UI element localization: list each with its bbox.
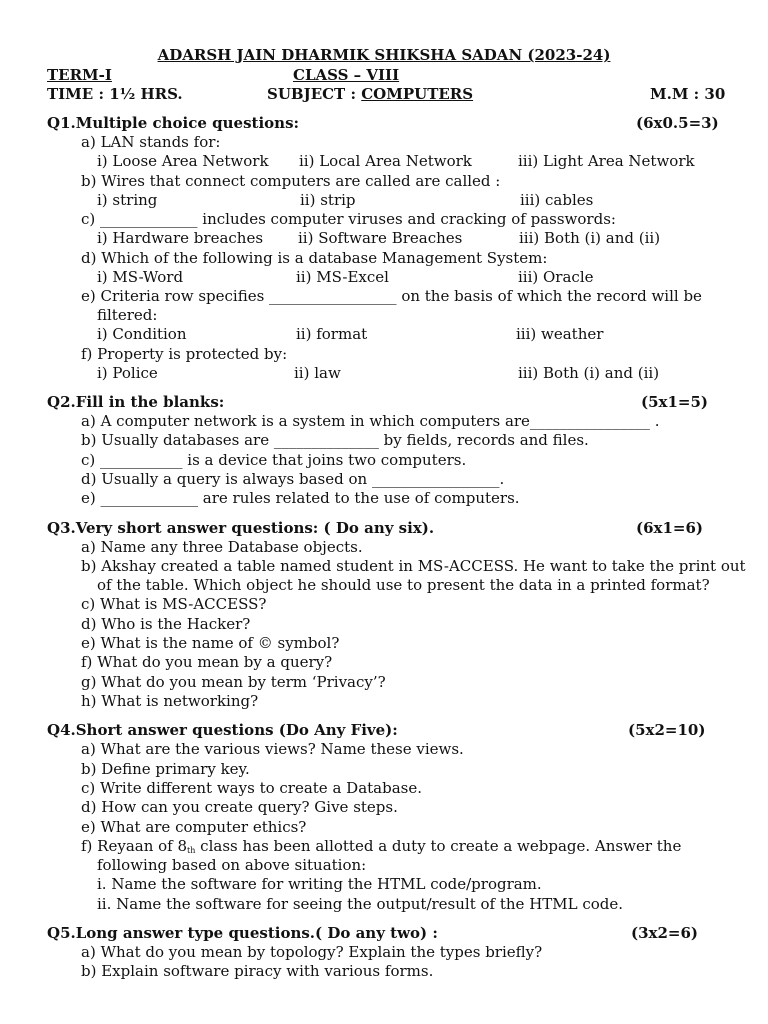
q3b: b) Akshay created a table named student in MS-ACCESS. He want to take the print out (81, 557, 746, 575)
q4f-i: i. Name the software for writing the HTML code/program. (97, 875, 542, 893)
q5-marks: (3x2=6) (631, 924, 699, 942)
q1a-option-3: iii) Light Area Network (518, 152, 695, 170)
q1f-option-1: i) Police (97, 364, 158, 382)
q5-heading: Q5.Long answer type questions.( Do any two) : (47, 924, 438, 942)
q3c: c) What is MS-ACCESS? (81, 595, 267, 613)
q4-heading: Q4.Short answer questions (Do Any Five): (47, 721, 398, 739)
q1c-option-3: iii) Both (i) and (ii) (519, 229, 661, 247)
q4b: b) Define primary key. (81, 760, 250, 778)
q1d-option-2: ii) MS-Excel (296, 268, 389, 286)
q3h: h) What is networking? (81, 692, 259, 710)
q2b: b) Usually databases are ______________ by fields, records and files. (81, 431, 589, 449)
q1d-option-1: i) MS-Word (97, 268, 184, 286)
q2-heading: Q2.Fill in the blanks: (47, 393, 225, 411)
q4f-cont: following based on above situation: (97, 856, 367, 874)
q4e: e) What are computer ethics? (81, 818, 307, 836)
q1a-question: a) LAN stands for: (81, 133, 221, 151)
q4f: f) Reyaan of 8th class has been allotted a duty to create a webpage. Answer the (81, 837, 682, 855)
q3-marks: (6x1=6) (636, 519, 704, 537)
q2a: a) A computer network is a system in which computers are________________ . (81, 412, 660, 430)
q3-heading: Q3.Very short answer questions: ( Do any six). (47, 519, 435, 537)
q2-marks: (5x1=5) (641, 393, 709, 411)
q1b-option-1: i) string (97, 191, 158, 209)
q1c-question: c) _____________ includes computer viruses and cracking of passwords: (81, 210, 616, 228)
q1e-option-1: i) Condition (97, 325, 187, 343)
q1-heading: Q1.Multiple choice questions: (47, 114, 300, 132)
subject-label: SUBJECT : COMPUTERS (267, 85, 474, 103)
q1f-option-2: ii) law (294, 364, 341, 382)
q4d: d) How can you create query? Give steps. (81, 798, 398, 816)
q1f-option-3: iii) Both (i) and (ii) (518, 364, 660, 382)
q3b-cont: of the table. Which object he should use to present the data in a printed format? (97, 576, 710, 594)
q1d-question: d) Which of the following is a database Management System: (81, 249, 548, 267)
q1c-option-1: i) Hardware breaches (97, 229, 264, 247)
q1a-option-2: ii) Local Area Network (299, 152, 472, 170)
time-label: TIME : 1½ HRS. (47, 85, 183, 103)
max-marks: M.M : 30 (650, 85, 726, 103)
q1e-option-2: ii) format (296, 325, 368, 343)
q1b-option-2: ii) strip (300, 191, 356, 209)
q4c: c) Write different ways to create a Database. (81, 779, 422, 797)
school-title: ADARSH JAIN DHARMIK SHIKSHA SADAN (2023-24) (157, 46, 611, 64)
class-label: CLASS – VIII (293, 66, 400, 84)
q1d-option-3: iii) Oracle (518, 268, 594, 286)
q3f: f) What do you mean by a query? (81, 653, 333, 671)
q1b-option-3: iii) cables (520, 191, 594, 209)
q1e-question-cont: filtered: (97, 306, 158, 324)
q1e-question: e) Criteria row specifies _________________ on the basis of which the record will be (81, 287, 702, 305)
q3e: e) What is the name of © symbol? (81, 634, 340, 652)
q1c-option-2: ii) Software Breaches (298, 229, 463, 247)
q1-marks: (6x0.5=3) (636, 114, 719, 132)
q1e-option-3: iii) weather (516, 325, 604, 343)
q3g: g) What do you mean by term ‘Privacy’? (81, 673, 386, 691)
q1b-question: b) Wires that connect computers are called are called : (81, 172, 501, 190)
term-label: TERM-I (47, 66, 112, 84)
q4-marks: (5x2=10) (628, 721, 706, 739)
q3d: d) Who is the Hacker? (81, 615, 251, 633)
q5a: a) What do you mean by topology? Explain the types briefly? (81, 943, 543, 961)
q1f-question: f) Property is protected by: (81, 345, 288, 363)
q2c: c) ___________ is a device that joins two computers. (81, 451, 467, 469)
q4a: a) What are the various views? Name these views. (81, 740, 464, 758)
q5b: b) Explain software piracy with various forms. (81, 962, 434, 980)
q1a-option-1: i) Loose Area Network (97, 152, 269, 170)
q2e: e) _____________ are rules related to the use of computers. (81, 489, 520, 507)
q2d: d) Usually a query is always based on _________________. (81, 470, 505, 488)
q3a: a) Name any three Database objects. (81, 538, 363, 556)
q4f-ii: ii. Name the software for seeing the output/result of the HTML code. (97, 895, 624, 913)
